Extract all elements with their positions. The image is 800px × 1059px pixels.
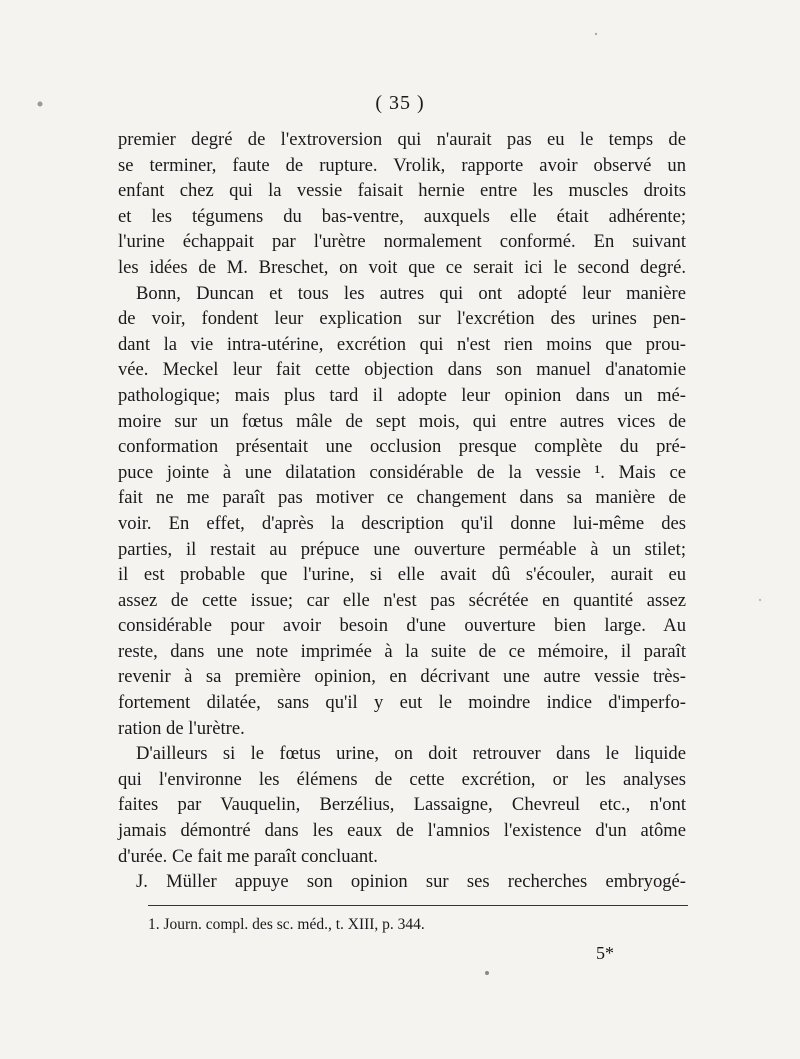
text-line: jamais démontré dans les eaux de l'amnios l'existence d'un atôme bbox=[118, 820, 686, 842]
text-line: considérable pour avoir besoin d'une ouverture bien large. Au bbox=[118, 615, 686, 637]
body-text bbox=[118, 127, 686, 895]
text-line: conformation présentait une occlusion presque complète du pré- bbox=[118, 436, 686, 458]
text-line: premier degré de l'extroversion qui n'aurait pas eu le temps de bbox=[118, 129, 686, 150]
text-line: se terminer, faute de rupture. Vrolik, rapporte avoir observé un bbox=[118, 154, 686, 176]
signature-mark: 5* bbox=[596, 943, 614, 963]
page-number: ( 35 ) bbox=[375, 92, 425, 114]
paper-speck bbox=[485, 971, 489, 975]
text-line: moire sur un fœtus mâle de sept mois, qui entre autres vices de bbox=[118, 410, 686, 432]
paragraph-3 bbox=[118, 741, 686, 869]
text-line: voir. En effet, d'après la description qu'il donne lui-même des bbox=[118, 512, 686, 534]
paper-speck bbox=[759, 599, 761, 601]
text-line: Bonn, Duncan et tous les autres qui ont adopté leur manière bbox=[136, 282, 686, 304]
text-line: d'urée. Ce fait me paraît concluant. bbox=[118, 845, 378, 867]
text-line: vée. Meckel leur fait cette objection dans son manuel d'anatomie bbox=[118, 359, 686, 381]
text-line: qui l'environne les élémens de cette excrétion, or les analyses bbox=[118, 768, 686, 790]
paragraph-1 bbox=[118, 127, 686, 281]
footnote: 1. Journ. compl. des sc. méd., t. XIII, p. 344. bbox=[148, 916, 425, 933]
text-line: les idées de M. Breschet, on voit que ce serait ici le second degré. bbox=[118, 256, 686, 278]
text-line: reste, dans une note imprimée à la suite de ce mémoire, il paraît bbox=[118, 640, 686, 662]
text-line: fortement dilatée, sans qu'il y eut le moindre indice d'imperfo- bbox=[118, 692, 686, 714]
text-line: D'ailleurs si le fœtus urine, on doit retrouver dans le liquide bbox=[136, 743, 686, 765]
text-line: parties, il restait au prépuce une ouverture perméable à un stilet; bbox=[118, 538, 686, 560]
paragraph-2 bbox=[118, 281, 686, 742]
text-line: et les tégumens du bas-ventre, auxquels elle était adhérente; bbox=[118, 205, 686, 227]
paper-speck bbox=[595, 33, 597, 35]
text-line: dant la vie intra-utérine, excrétion qui n'est rien moins que prou- bbox=[118, 333, 686, 355]
text-line: enfant chez qui la vessie faisait hernie entre les muscles droits bbox=[118, 180, 686, 202]
text-line: J. Müller appuye son opinion sur ses recherches embryogé- bbox=[136, 871, 686, 893]
paragraph-4 bbox=[118, 869, 686, 895]
text-line: revenir à sa première opinion, en décrivant une autre vessie très- bbox=[118, 666, 686, 688]
text-line: puce jointe à une dilatation considérable de la vessie ¹. Mais ce bbox=[118, 461, 686, 483]
text-line: pathologique; mais plus tard il adopte leur opinion dans un mé- bbox=[118, 384, 686, 406]
footnote-rule bbox=[148, 905, 688, 906]
text-line: ration de l'urètre. bbox=[118, 717, 245, 739]
text-line: faites par Vauquelin, Berzélius, Lassaigne, Chevreul etc., n'ont bbox=[118, 794, 686, 816]
text-line: assez de cette issue; car elle n'est pas sécrétée en quantité assez bbox=[118, 589, 686, 611]
text-line: de voir, fondent leur explication sur l'excrétion des urines pen- bbox=[118, 308, 686, 330]
text-line: l'urine échappait par l'urètre normalement conformé. En suivant bbox=[118, 231, 686, 253]
text-line: fait ne me paraît pas motiver ce changement dans sa manière de bbox=[118, 487, 686, 509]
text-line: il est probable que l'urine, si elle avait dû s'écouler, aurait eu bbox=[118, 564, 686, 586]
